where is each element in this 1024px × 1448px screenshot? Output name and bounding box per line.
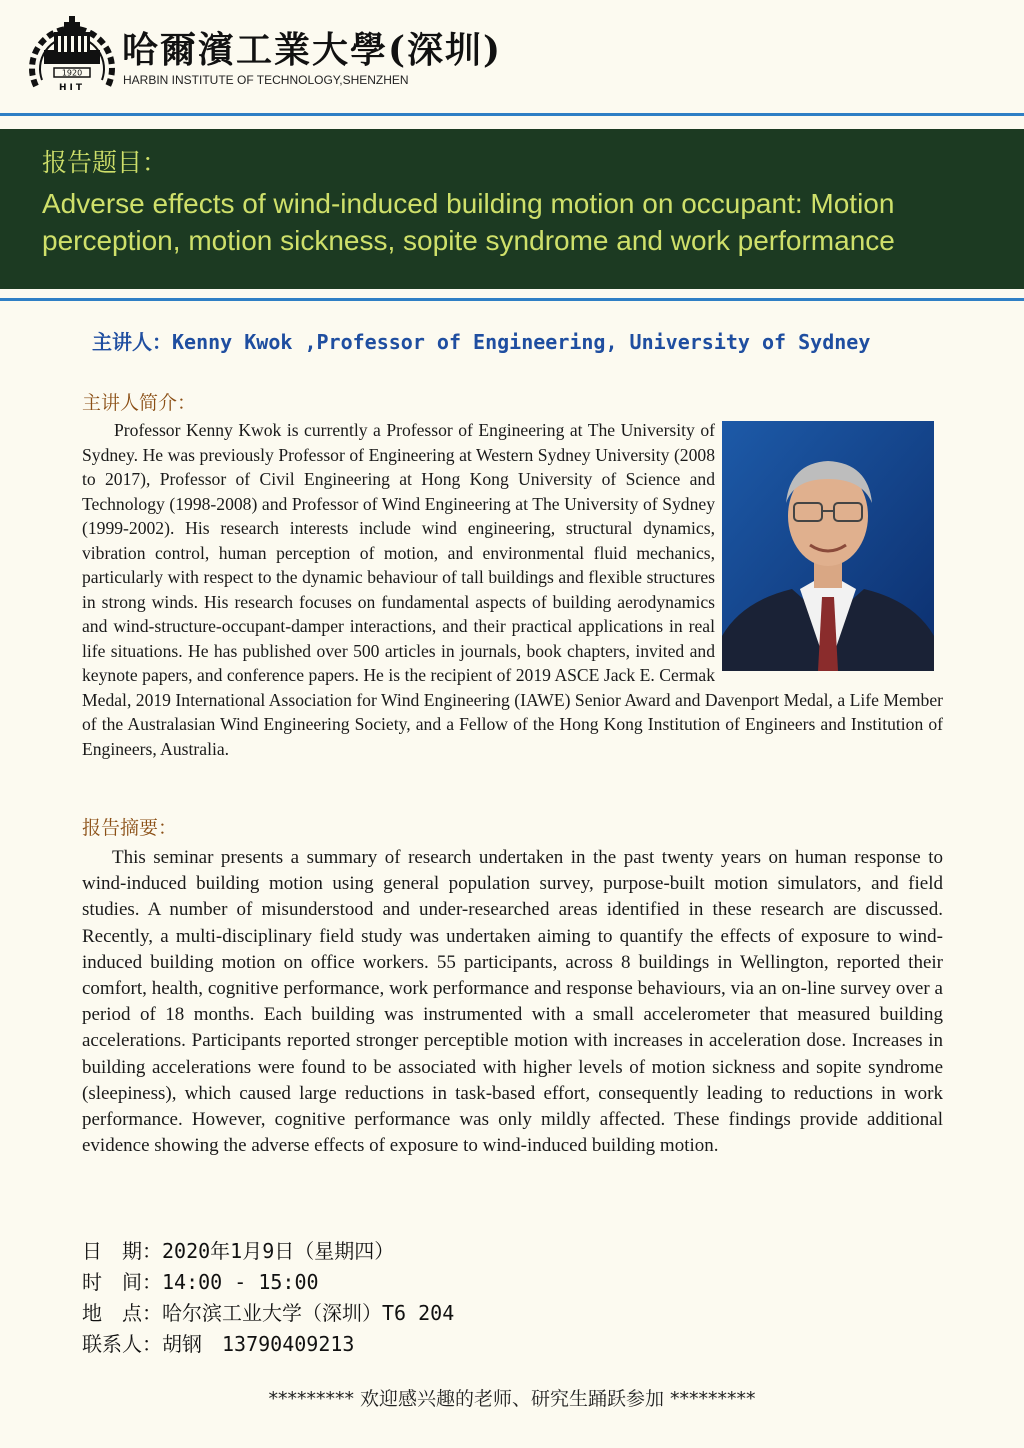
top-divider [0,113,1024,116]
speaker-name: Kenny Kwok ,Professor of Engineering, University of Sydney [172,330,871,354]
place-label: 地 点： [82,1301,162,1325]
school-name-en: HARBIN INSTITUTE OF TECHNOLOGY,SHENZHEN [123,73,409,87]
time-row [82,1267,454,1298]
footer-invitation: ********* 欢迎感兴趣的老师、研究生踊跃参加 ********* [268,1388,756,1410]
photo-slot [715,418,943,670]
abstract-heading: 报告摘要： [82,817,178,839]
title-band [0,129,1024,289]
date-label: 日 期： [82,1239,162,1263]
date-row [82,1236,454,1267]
date-value: 2020年1月9日（星期四） [162,1239,395,1263]
place-value: 哈尔滨工业大学（深圳）T6 204 [162,1301,455,1325]
abstract-text: This seminar presents a summary of research undertaken in the past twenty years on human response to wind-induced building motion using general population survey, purpose-built motion simulators, and field studies. A number of misunderstood and under-researched areas identified in these research are discussed. Recently, a multi-disciplinary field study was undertaken aiming to quantify the effects of exposure to wind-induced building motion on office workers. 55 participants, across 8 buildings in Wellington, reported their comfort, health, cognitive performance, work performance and response behaviours, via an on-line survey over a period of 18 months. Each building was instrumented with a small accelerometer that measured building accelerations. Participants reported stronger perceptible motion with increases in acceleration dose. Increases in building accelerations were found to be associated with higher levels of motion sickness and sopite syndrome (sleepiness), which caused large reductions in task-based effort, consequently leading to reductions in work performance. However, cognitive performance was only mildly affected. These findings provide additional evidence showing the adverse effects of exposure to wind-induced building motion. [82,847,943,1157]
logo-year: 1920 [61,68,83,78]
contact-value: 胡钢 13790409213 [162,1332,355,1356]
logo-letters: HIT [58,83,86,93]
bio-text [82,418,943,761]
contact-row [82,1329,454,1360]
contact-label: 联系人： [82,1332,162,1356]
place-row [82,1298,454,1329]
hit-logo-icon [26,14,118,94]
talk-title: Adverse effects of wind-induced building motion on occupant: Motion perception, motion sickness, sopite syndrome and work performance [42,188,895,256]
bio-body: Professor Kenny Kwok is currently a Professor of Engineering at The University of Sydney. He was previously Professor of Engineering at Western Sydney University (2008 to 2017), Professor of Civil Engineering at Hong Kong University of Science and Technology (1998-2008) and Professor of Wind Engineering at The University of Sydney (1999-2002). His research interests include wind engineering, structural dynamics, vibration control, human perception of motion, and environmental fluid mechanics, particularly with respect to the dynamic behaviour of tall buildings and flexible structures in strong winds. His research focuses on fundamental aspects of building aerodynamics and wind-structure-occupant-damper interactions, and their practical applications in real life situations. He has published over 500 articles in journals, book chapters, invited and keynote papers, and conference papers. He is the recipient of 2019 ASCE Jack E. Cermak Medal, 2019 International Association for Wind Engineering (IAWE) Senior Award and Davenport Medal, a Life Member of the Australasian Wind Engineering Society, and a Fellow of the Hong Kong Institution of Engineers and Institution of Engineers, Australia. [82,420,943,759]
time-label: 时 间： [82,1270,162,1294]
bottom-divider [0,298,1024,301]
speaker-line [92,326,870,355]
header [0,0,1024,112]
title-label: 报告题目： [42,148,168,177]
bio-heading: 主讲人简介： [82,392,197,414]
event-info [82,1236,454,1360]
time-value: 14:00 - 15:00 [162,1270,319,1294]
school-name-cn: 哈爾濱工業大學(深圳) [122,29,503,71]
speaker-label: 主讲人： [92,330,172,354]
